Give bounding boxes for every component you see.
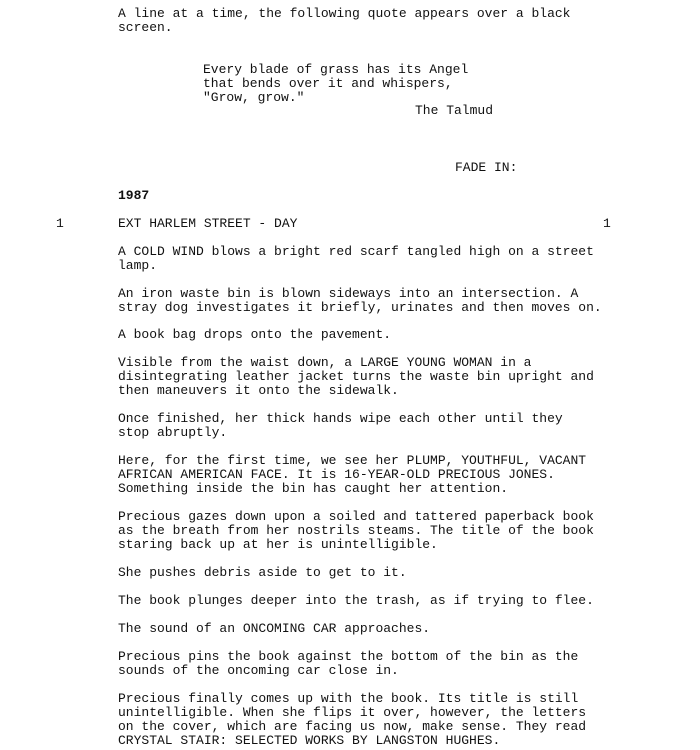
action-paragraph: A COLD WIND blows a bright red scarf tangled high on a street lamp. [118, 244, 594, 273]
action-paragraph: Here, for the first time, we see her PLUMP, YOUTHFUL, VACANT AFRICAN AMERICAN FACE. It is 16-YEAR-OLD PRECIOUS JONES. Something inside the bin has caught her attention. [118, 453, 587, 496]
action-paragraph: Precious gazes down upon a soiled and tattered paperback book as the breath from her nostrils steams. The title of the book staring back up at her is unintelligible. [118, 509, 594, 552]
action-paragraph: Precious finally comes up with the book. Its title is still unintelligible. When she flips it over, however, the letters on the cover, which are facing us now, make sense. They read CRYSTAL STAIR: SELECTED WORKS BY LANGSTON HUGHES. [118, 691, 587, 748]
epigraph-attribution: The Talmud [415, 103, 494, 118]
scene-heading: EXT HARLEM STREET - DAY [118, 216, 298, 231]
scene-number-left: 1 [56, 216, 64, 231]
action-paragraph: Visible from the waist down, a LARGE YOUNG WOMAN in a disintegrating leather jacket turns the waste bin upright and then maneuvers it onto the sidewalk. [118, 355, 594, 398]
action-paragraph: The sound of an ONCOMING CAR approaches. [118, 621, 431, 636]
action-paragraph: An iron waste bin is blown sideways into an intersection. A stray dog investigates it briefly, urinates and then moves on. [118, 286, 602, 315]
intro-paragraph: A line at a time, the following quote appears over a black screen. [118, 6, 571, 35]
action-paragraph: The book plunges deeper into the trash, as if trying to flee. [118, 593, 594, 608]
epigraph-quote: Every blade of grass has its Angel that bends over it and whispers, "Grow, grow." [203, 62, 469, 105]
transition-fade-in: FADE IN: [455, 160, 518, 175]
action-paragraph: She pushes debris aside to get to it. [118, 565, 407, 580]
action-paragraph: Once finished, her thick hands wipe each other until they stop abruptly. [118, 411, 563, 440]
scene-number-right: 1 [603, 216, 611, 231]
super-title-year: 1987 [118, 188, 150, 203]
action-paragraph: A book bag drops onto the pavement. [118, 327, 392, 342]
action-paragraph: Precious pins the book against the bottom of the bin as the sounds of the oncoming car close in. [118, 649, 579, 678]
